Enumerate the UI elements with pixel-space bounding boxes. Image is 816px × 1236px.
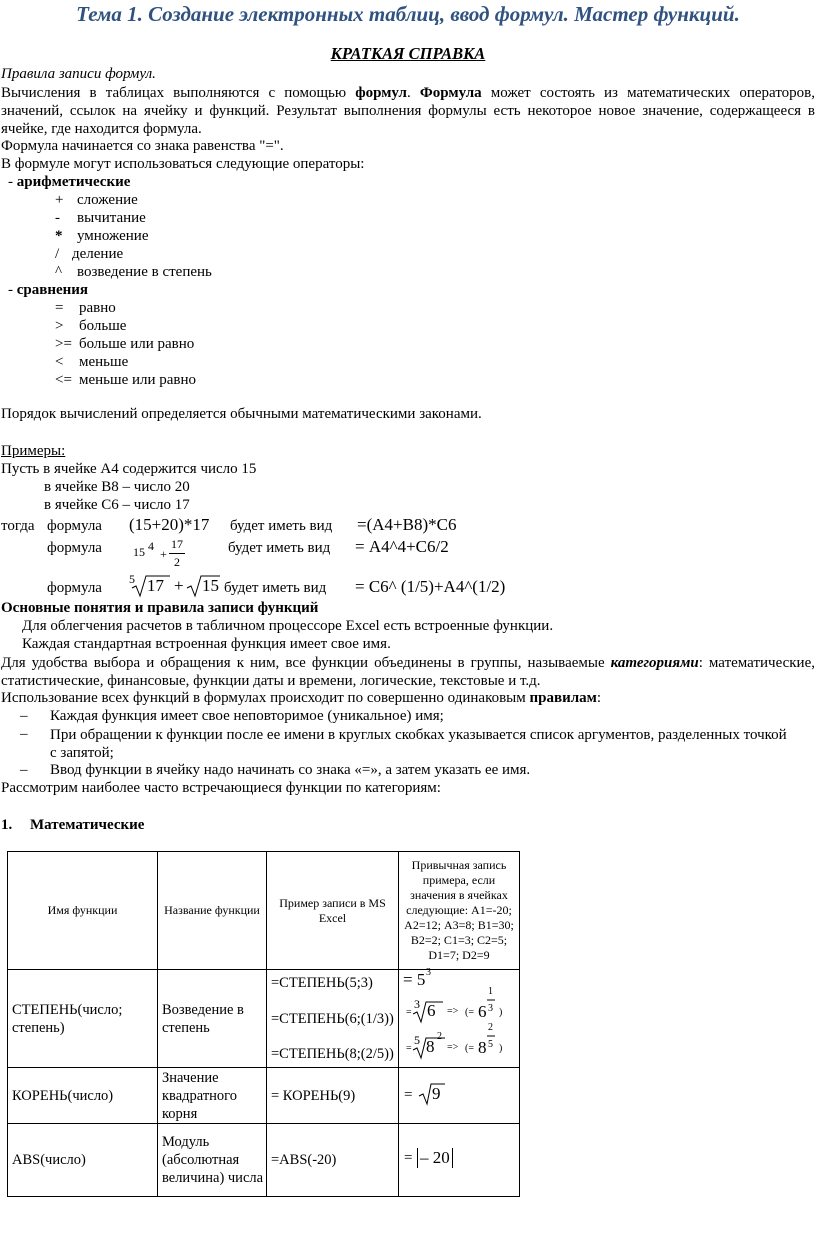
cell-root-excel: = КОРЕНЬ(9) [267,1068,399,1124]
arith-header-label: арифметические [16,174,131,190]
example-3-radicand-1: 17 [147,576,164,595]
compare-header-label: сравнения [16,282,89,298]
power-math-2-arrow: => [447,1006,459,1017]
arith-text-2: умножение [77,228,149,244]
compare-sym-1: > [55,318,64,334]
functions-p5: Рассмотрим наиболее часто встречающиеся функции по категориям: [1,780,441,796]
power-excel-3: =СТЕПЕНЬ(8;(2/5)) [271,1046,394,1062]
functions-heading: Основные понятия и правила записи функций [1,600,319,616]
example-3-radicand-2: 15 [202,576,219,595]
power-math-2-base: 6 [478,1002,487,1021]
header-title: Название функции [158,852,267,970]
example-3-plus: + [174,576,184,595]
example-2-fraction-bar [169,553,185,554]
table-row [8,1124,520,1197]
functions-p3-tail: : математические, статистические, финансовые, функции даты и времени, логические, текстовые и т.д. [1,655,815,689]
compare-dash: - [8,282,17,298]
abs-math-eq: = [404,1150,413,1166]
cell-abs-excel: =ABS(-20) [267,1124,399,1197]
functions-p4-text: Использование всех функций в формулах происходит по совершенно одинаковым [1,690,530,706]
examples-line-3: в ячейке С6 – число 17 [44,497,190,513]
arith-text-3: деление [72,246,124,262]
power-math-3-base: 8 [478,1038,487,1057]
compare-text-2: больше или равно [79,336,195,352]
arith-dash: - [8,174,17,190]
example-1-math: (15+20)*17 [129,515,210,534]
compare-sym-3: < [55,354,64,370]
header-excel: Пример записи в MS Excel [267,852,399,970]
abs-math-value: – 20 [417,1148,453,1168]
math-functions-table [7,851,520,1197]
example-2-exp: 4 [148,539,154,553]
power-math-3-index: 5 [414,1033,420,1047]
power-math-3-radicand: 8 [426,1037,435,1056]
table-row [8,970,520,1068]
table-header-row [8,852,520,970]
compare-header [8,282,88,299]
arith-sym-0: + [55,192,64,208]
power-math-2-den: 3 [488,1003,493,1014]
cell-root-name: КОРЕНЬ(число) [8,1068,158,1124]
power-math-2-open: (= [465,1007,474,1018]
rule-dash-3: – [20,762,28,778]
cell-power-math [399,967,520,1068]
example-2-plus: + [160,547,167,561]
will-be-1: будет иметь вид [230,518,333,534]
cell-power-name: СТЕПЕНЬ(число; степень) [8,970,158,1068]
cell-power-excel [267,970,399,1068]
example-1-result: =(А4+В8)*С6 [357,515,457,534]
formula-word-1: формула [47,518,102,534]
rule-1: Каждая функция имеет свое неповторимое (уникальное) имя; [50,708,444,724]
functions-p3 [1,654,815,690]
power-math-symbols [399,970,519,1067]
rule-dash-2: – [20,726,28,742]
arith-sym-4: ^ [55,264,63,280]
rule-2: При обращении к функции после ее имени в круглых скобках указывается список аргументов, разделенных точкой с запятой; [50,727,787,761]
cell-abs-name: ABS(число) [8,1124,158,1197]
functions-p3-text: Для удобства выбора и обращения к ним, все функции объединены в группы, называемые [1,655,611,671]
intro-text-1: Вычисления в таблицах выполняются с помощью [1,85,356,101]
compare-text-0: равно [79,300,116,316]
power-math-2-num: 1 [488,986,493,997]
power-math-3-eq: = [406,1043,412,1054]
power-math-3-open: (= [465,1043,474,1054]
header-name: Имя функции [8,852,158,970]
formula-word-2: формула [47,540,102,556]
root-math-sign [399,1068,459,1123]
compare-text-1: больше [79,318,127,334]
will-be-3: будет иметь вид [224,580,327,596]
power-math-2-close: ) [499,1007,503,1018]
power-math-3-close: ) [499,1043,503,1054]
power-math-3-num: 2 [488,1022,493,1033]
arith-text-1: вычитание [77,210,146,226]
compare-sym-0: = [55,300,64,316]
section-1-title: Математические [30,817,145,833]
arith-sym-1: - [55,210,60,226]
cell-abs-title: Модуль (абсолютная величина) числа [158,1124,267,1197]
power-math-3-exp: 2 [437,1031,442,1042]
arith-sym-2: * [55,228,63,244]
intro-text-2: . [406,85,420,101]
arith-header [8,174,130,191]
examples-line-2: в ячейке В8 – число 20 [44,479,190,495]
arith-text-0: сложение [77,192,138,208]
intro-equals-note: Формула начинается со знака равенства "=". [1,138,284,154]
examples-label: Примеры: [1,443,66,459]
example-2-base: 15 [133,545,145,559]
then-word: тогда [1,518,35,534]
page-title: Тема 1. Создание электронных таблиц, ввод формул. Мастер функций. [76,2,740,26]
compare-text-4: меньше или равно [79,372,197,388]
arith-text-4: возведение в степень [77,264,212,280]
power-math-2-eq: = [406,1007,412,1018]
root-math-radicand: 9 [432,1084,441,1103]
functions-p1: Для облегчения расчетов в табличном процессоре Excel есть встроенные функции. [22,618,554,634]
compare-text-3: меньше [79,354,129,370]
power-math-2-radicand: 6 [427,1001,436,1020]
root-math-eq: = [404,1087,413,1103]
example-2-num: 17 [171,537,183,551]
intro-paragraph [1,84,815,138]
cell-power-title: Возведение в степень [158,970,267,1068]
rule-dash-1: – [20,708,28,724]
functions-p4-colon: : [596,690,602,706]
compare-sym-4: <= [55,372,72,388]
functions-p4 [1,690,601,707]
power-excel-1: =СТЕПЕНЬ(5;3) [271,975,373,991]
example-2-den: 2 [174,555,180,569]
arith-sym-3: / [55,246,60,262]
functions-rules-word: правилам [529,690,597,706]
power-excel-2: =СТЕПЕНЬ(6;(1/3)) [271,1011,394,1027]
power-math-1-exp: 3 [426,967,431,978]
power-math-3-arrow: => [447,1042,459,1053]
power-math-1-eq: = 5 [403,970,426,989]
intro-bold-formulas: формул [355,85,407,101]
cell-abs-math [399,1124,520,1197]
intro-bold-formula: Формула [419,85,482,101]
examples-line-1: Пусть в ячейке А4 содержится число 15 [1,461,257,477]
cell-root-title: Значение квадратного корня [158,1068,267,1124]
order-text: Порядок вычислений определяется обычными математическими законами. [1,406,482,422]
functions-p2: Каждая стандартная встроенная функция имеет свое имя. [22,636,391,652]
will-be-2: будет иметь вид [228,540,331,556]
cell-root-math [399,1068,520,1124]
table-row [8,1068,520,1124]
power-math-2-index: 3 [414,997,420,1011]
intro-operators-note: В формуле могут использоваться следующие операторы: [1,156,365,172]
compare-sym-2: >= [55,336,72,352]
example-2-result: = А4^4+С6/2 [355,537,449,556]
example-3-result: = С6^ (1/5)+А4^(1/2) [355,577,506,596]
rule-3: Ввод функции в ячейку надо начинать со знака «=», а затем указать ее имя. [50,762,531,778]
formula-word-3: формула [47,580,102,596]
page-subtitle: КРАТКАЯ СПРАВКА [330,44,486,63]
intro-text-3: может состоять из математических операторов, значений, ссылок на ячейку и функций. Результат выполнения формулы есть некоторое новое значение, содержащееся в ячейке, где находится формула. [1,85,816,137]
section-1-number: 1. [1,817,13,833]
header-usual: Привычная запись примера, если значения в ячейках следующие: А1=-20; А2=12; А3=8; В1=30; В2=2; С1=3; С2=5; D1=7; D2=9 [399,852,520,970]
functions-categories-word: категориями [610,655,699,671]
example-3-root-index: 5 [129,572,135,586]
formula-rules-label: Правила записи формул. [1,66,156,82]
power-math-3-den: 5 [488,1039,493,1050]
